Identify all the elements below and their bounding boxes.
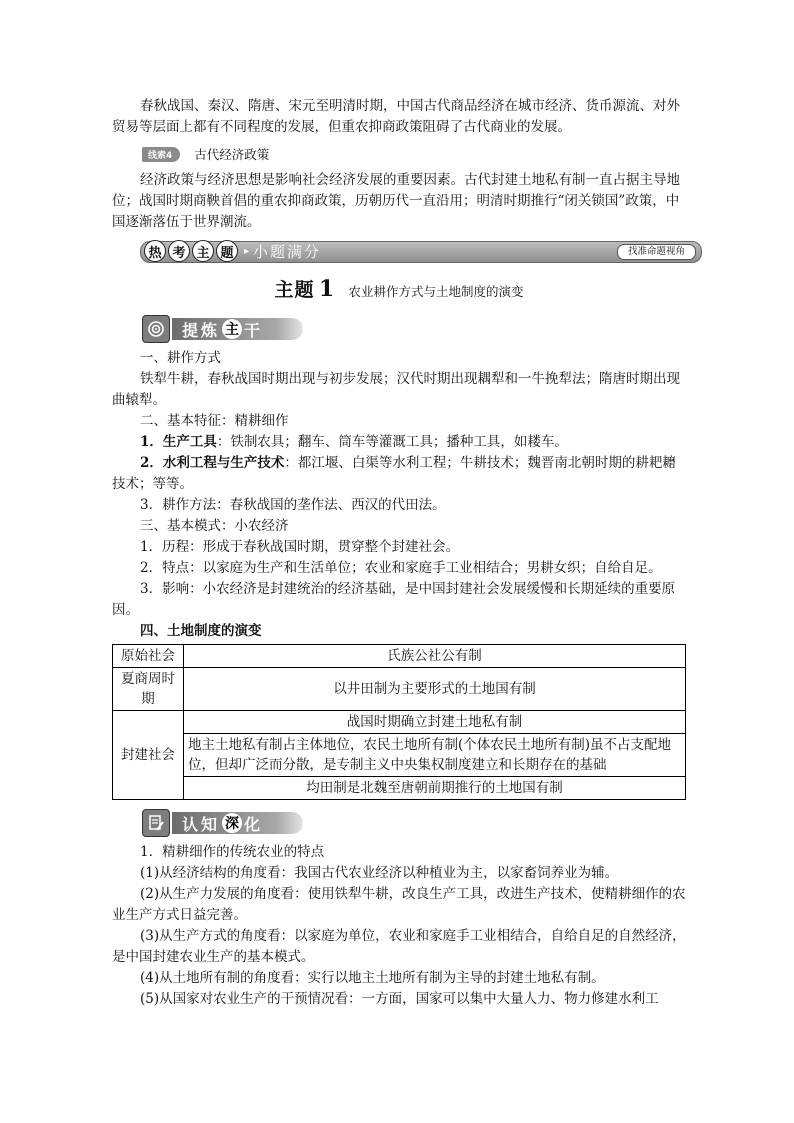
section-extract-title bbox=[172, 318, 303, 340]
table-row bbox=[113, 668, 686, 711]
deepen-item: (3)从生产方式的角度看：以家庭为单位，农业和家庭手工业相结合，自给自足的自然经济，是中国封建农业生产的基本模式。 bbox=[112, 928, 686, 965]
banner-char: 主 bbox=[192, 240, 214, 262]
table-cell: 以井田制为主要形式的土地国有制 bbox=[184, 668, 686, 711]
table-row bbox=[113, 645, 686, 668]
deepen-item: (4)从土地所有制的角度看：实行以地主土地所有制为主导的封建土地私有制。 bbox=[140, 970, 605, 986]
section-title-post: 化 bbox=[244, 814, 264, 834]
table-cell-label: 封建社会 bbox=[113, 711, 184, 800]
table-cell-label: 原始社会 bbox=[113, 645, 184, 668]
extract-h3-item: 1．历程：形成于春秋战国时期，贯穿整个封建社会。 bbox=[140, 539, 460, 555]
banner-char: 热 bbox=[144, 240, 166, 262]
section-title-circle: 主 bbox=[222, 319, 242, 339]
intro-paragraph: 春秋战国、秦汉、隋唐、宋元至明清时期，中国古代商品经济在城市经济、货币源流、对外贸易等层面上都有不同程度的发展，但重农抑商政策阻碍了古代商业的发展。 bbox=[112, 98, 680, 135]
hot-topic-banner bbox=[140, 239, 702, 263]
deepen-heading: 1．精耕细作的传统农业的特点 bbox=[140, 844, 325, 860]
banner-subtitle: 小题满分 bbox=[253, 242, 322, 261]
table-row bbox=[113, 777, 686, 800]
table-cell: 均田制是北魏至唐朝前期推行的土地国有制 bbox=[184, 777, 686, 800]
section-deepen-title bbox=[172, 812, 303, 834]
extract-h4: 四、土地制度的演变 bbox=[140, 623, 262, 639]
table-row bbox=[113, 734, 686, 777]
clue-title: 古代经济政策 bbox=[194, 147, 270, 162]
clue-tag: 线索4 bbox=[142, 147, 180, 162]
extract-h3: 三、基本模式：小农经济 bbox=[140, 518, 289, 534]
table-row bbox=[113, 711, 686, 734]
topic-title: 农业耕作方式与土地制度的演变 bbox=[348, 284, 524, 299]
banner-char: 题 bbox=[216, 240, 238, 262]
extract-h3-item: 3．影响：小农经济是封建统治的经济基础，是中国封建社会发展缓慢和长期延续的重要原因。 bbox=[112, 581, 676, 618]
extract-h3-item: 2．特点：以家庭为生产和生活单位；农业和家庭手工业相结合；男耕女织；自给自足。 bbox=[140, 560, 662, 576]
table-cell: 氏族公社公有制 bbox=[184, 645, 686, 668]
section-title-pre: 提炼 bbox=[182, 320, 221, 340]
extract-h2-item bbox=[112, 495, 686, 516]
banner-arrow-icon: ▸ bbox=[244, 245, 250, 257]
topic-heading bbox=[112, 275, 686, 302]
target-icon bbox=[142, 315, 170, 343]
item-label: 2．水利工程与生产技术 bbox=[140, 455, 285, 471]
table-cell: 地主土地私有制占主体地位，农民土地所有制(个体农民土地所有制)虽不占支配地位，但却广泛而分散，是专制主义中央集权制度建立和长期存在的基础 bbox=[184, 734, 686, 777]
land-system-table bbox=[112, 644, 686, 800]
section-extract-header bbox=[142, 316, 686, 342]
deepen-item: (2)从生产力发展的角度看：使用铁犁牛耕，改良生产工具，改进生产技术，使精耕细作的农业生产方式日益完善。 bbox=[112, 886, 686, 923]
item-text: 3．耕作方法：春秋战国的垄作法、西汉的代田法。 bbox=[140, 497, 446, 513]
topic-number: 1 bbox=[318, 276, 335, 302]
pencil-note-icon bbox=[142, 809, 170, 837]
extract-h1: 一、耕作方式 bbox=[140, 350, 221, 366]
extract-h2: 二、基本特征：精耕细作 bbox=[140, 413, 289, 429]
topic-label: 主题 bbox=[274, 279, 315, 301]
section-title-post: 干 bbox=[244, 320, 264, 340]
deepen-item: (5)从国家对农业生产的干预情况看：一方面，国家可以集中大量人力、物力修建水利工 bbox=[140, 991, 659, 1007]
clue-paragraph: 经济政策与经济思想是影响社会经济发展的重要因素。古代封建土地私有制一直占据主导地位；战国时期商鞅首倡的重农抑商政策，历朝历代一直沿用；明清时期推行“闭关锁国”政策，中国逐渐落伍于世界潮流。 bbox=[112, 172, 680, 230]
extract-h1-text: 铁犁牛耕，春秋战国时期出现与初步发展；汉代时期出现耦犁和一牛挽犁法；隋唐时期出现曲辕犁。 bbox=[112, 371, 680, 408]
banner-title bbox=[144, 239, 321, 263]
extract-h2-item bbox=[112, 432, 686, 453]
extract-h2-item bbox=[112, 453, 686, 495]
item-label: 1．生产工具 bbox=[140, 434, 217, 450]
table-cell: 战国时期确立封建土地私有制 bbox=[184, 711, 686, 734]
banner-right-label: 找准命题视角 bbox=[617, 244, 696, 260]
section-title-pre: 认知 bbox=[182, 814, 221, 834]
clue-header bbox=[142, 146, 686, 162]
table-cell-label: 夏商周时期 bbox=[113, 668, 184, 711]
section-title-circle: 深 bbox=[222, 813, 242, 833]
section-deepen-header bbox=[142, 810, 686, 836]
banner-char: 考 bbox=[168, 240, 190, 262]
page-content bbox=[112, 96, 686, 1010]
item-text: ：都江堰、白渠等水利工程；牛耕技术；魏晋南北朝时期的耕耙耱技术；等等。 bbox=[112, 455, 676, 492]
deepen-item: (1)从经济结构的角度看：我国古代农业经济以种植业为主，以家畜饲养业为辅。 bbox=[140, 865, 619, 881]
item-text: ：铁制农具；翻车、筒车等灌溉工具；播种工具，如耧车。 bbox=[216, 434, 568, 450]
